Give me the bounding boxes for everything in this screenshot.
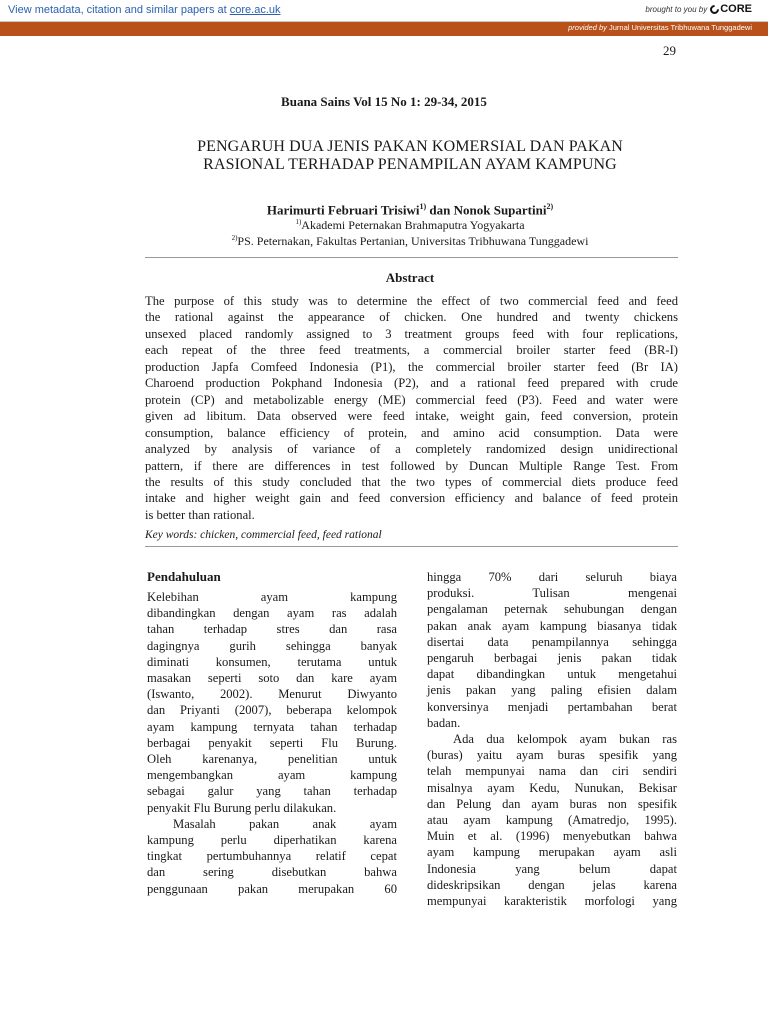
body-line: Kelebihan ayam kampung [147, 590, 397, 604]
abstract-line: consumption, balance efficiency of protein, and amino acid consumption. Data were [145, 425, 678, 440]
abstract-line: unsexed placed randomly assigned to 3 treatment groups feed with four replications, [145, 326, 678, 341]
body-line: Muin et al. (1996) menyebutkan bahwa [427, 829, 677, 844]
section-heading-pendahuluan: Pendahuluan [147, 569, 221, 584]
provided-by-prefix: provided by [568, 23, 607, 32]
abstract-line: is better than rational. [145, 507, 255, 522]
abstract-line: pattern, if there are differences in test followed by Duncan Multiple Range Test. From [145, 458, 678, 473]
body-line: dan Pelung dan ayam buras non spesifik [427, 796, 677, 811]
body-line: hingga 70% dari seluruh biaya [427, 570, 677, 584]
body-line: badan. [427, 715, 461, 730]
abstract-line: protein (CP) and metabolizable energy (ME) commercial feed (P3). Feed and water were [145, 392, 678, 407]
abstract-line: intake and higher weight gain and feed conversion efficiency and balance of feed protein [145, 491, 678, 506]
abstract-line: the rational against the appearance of chicken. One hundred and twenty chickens [145, 310, 678, 325]
affiliation-text: PS. Peternakan, Fakultas Pertanian, Universitas Tribhuwana Tunggadewi [237, 234, 589, 248]
view-metadata-link[interactable] [8, 4, 281, 16]
abstract-heading: Abstract [385, 270, 435, 285]
body-line: berbagai penyakit seperti Flu Burung. [147, 735, 397, 750]
core-banner [0, 0, 768, 36]
title-line: PENGARUH DUA JENIS PAKAN KOMERSIAL DAN PAKAN [197, 138, 623, 155]
body-line: sebagai galur yang tahan terhadap [147, 784, 397, 799]
body-line: pengalaman peternak sehubungan dengan [427, 602, 677, 617]
provided-by [568, 23, 752, 32]
body-line: Masalah pakan anak ayam [173, 816, 397, 831]
author-conjunction: dan [426, 202, 454, 218]
left-column [147, 589, 397, 897]
body-line: ayam kampung merupakan ayam asli [427, 845, 677, 860]
right-column [427, 569, 677, 909]
body-line: diminati konsumen, terutama untuk [147, 654, 397, 669]
body-line: jenis pakan yang paling efisien dalam [427, 683, 677, 698]
page-number: 29 [663, 43, 676, 58]
body-line: dan sering disebutkan bahwa [147, 865, 397, 880]
journal-citation: Buana Sains Vol 15 No 1: 29-34, 2015 [281, 94, 487, 109]
affiliation-marker: 2) [231, 234, 238, 242]
affiliation-marker: 1) [295, 218, 302, 226]
abstract-line: production Japfa Comfeed Indonesia (P1), the commercial broiler starter feed (Br IA) [145, 359, 678, 374]
view-metadata-text: View metadata, citation and similar papers at [8, 4, 230, 16]
body-line: mempunyai karakteristik morfologi yang [427, 894, 677, 909]
author-affiliation-marker: 2) [546, 202, 554, 211]
provider-name[interactable]: Jurnal Universitas Tribhuwana Tunggadewi [609, 23, 752, 32]
body-line: dapat dibandingkan untuk mengetahui [427, 667, 677, 682]
body-line: Oleh karenanya, penelitian untuk [147, 752, 397, 767]
core-logo[interactable] [710, 3, 752, 15]
abstract-line: The purpose of this study was to determine the effect of two commercial feed and feed [145, 294, 678, 308]
authors [0, 202, 768, 218]
body-line: (Iswanto, 2002). Menurut Diwyanto [147, 687, 397, 702]
body-line: dan Priyanti (2007), beberapa kelompok [147, 703, 397, 718]
body-line: telah mempunyai nama dan ciri sendiri [427, 764, 677, 779]
core-banner-top [0, 0, 768, 22]
body-line: Indonesia yang belum dapat [427, 861, 677, 876]
core-provider-bar [0, 22, 768, 36]
author-name: Nonok Supartini [453, 202, 547, 218]
body-line: dideskripsikan dengan jelas karena [427, 877, 677, 892]
abstract-line: analyzed by analysis of variance of a completely randomized design unidirectional [145, 442, 678, 457]
brought-by-text: brought to you by [645, 4, 708, 14]
body-line: misalnya ayam Kedu, Nunukan, Bekisar [427, 780, 677, 795]
abstract-top-rule [145, 257, 678, 258]
body-line: atau ayam kampung (Amatredjo, 1995). [427, 813, 677, 828]
abstract-bottom-rule [145, 546, 678, 547]
brought-to-you-by [645, 3, 752, 15]
body-line: ayam kampung ternyata tahan terhadap [147, 719, 397, 734]
body-line: tingkat pertumbuhannya relatif cepat [147, 849, 397, 864]
core-logo-icon [708, 3, 721, 16]
affiliation [0, 234, 768, 249]
body-line: masakan seperti soto dan kare ayam [147, 671, 397, 686]
core-site-link[interactable]: core.ac.uk [229, 4, 281, 16]
body-line: pengaruh berbagai jenis pakan tidak [427, 651, 677, 666]
body-line: penggunaan pakan merupakan 60 [147, 881, 397, 896]
affiliation-text: Akademi Peternakan Brahmaputra Yogyakarta [301, 218, 525, 232]
body-line: pakan anak ayam kampung biasanya tidak [427, 618, 677, 633]
core-logo-text: CORE [720, 3, 752, 15]
author-name: Harimurti Februari Trisiwi [266, 202, 420, 218]
body-line: produksi. Tulisan mengenai [427, 586, 677, 601]
body-line: disertai data penampilannya sehingga [427, 634, 677, 649]
author-affiliation-marker: 1) [419, 202, 427, 211]
body-line: (buras) yaitu ayam buras spesifik yang [427, 748, 677, 763]
body-line: kampung perlu diperhatikan karena [147, 833, 397, 848]
paper-title [120, 138, 700, 174]
abstract-line: the results of this study concluded that the two types of commercial diets produce feed [145, 474, 678, 489]
affiliation [0, 218, 768, 233]
abstract-line: Charoend production Pokphand Indonesia (P2), and a rational feed prepared with crude [145, 376, 678, 391]
abstract-line: given ad libitum. Data observed were feed intake, weight gain, feed conversion, protein [145, 409, 678, 424]
body-line: konversinya menjadi pertambahan berat [427, 699, 677, 714]
body-line: mengembangkan ayam kampung [147, 768, 397, 783]
abstract-body [145, 293, 678, 523]
keywords: Key words: chicken, commercial feed, feed rational [145, 529, 382, 541]
body-line: dagingnya gurih sehingga banyak [147, 638, 397, 653]
body-line: penyakit Flu Burung perlu dilakukan. [147, 800, 337, 815]
body-line: dibandingkan dengan ayam ras adalah [147, 606, 397, 621]
title-line: RASIONAL TERHADAP PENAMPILAN AYAM KAMPUNG [203, 156, 617, 173]
body-line: tahan terhadap stres dan rasa [147, 622, 397, 637]
abstract-line: each repeat of the three feed treatments, a commercial broiler starter feed (BR-I) [145, 343, 678, 358]
body-line: Ada dua kelompok ayam bukan ras [453, 732, 677, 747]
